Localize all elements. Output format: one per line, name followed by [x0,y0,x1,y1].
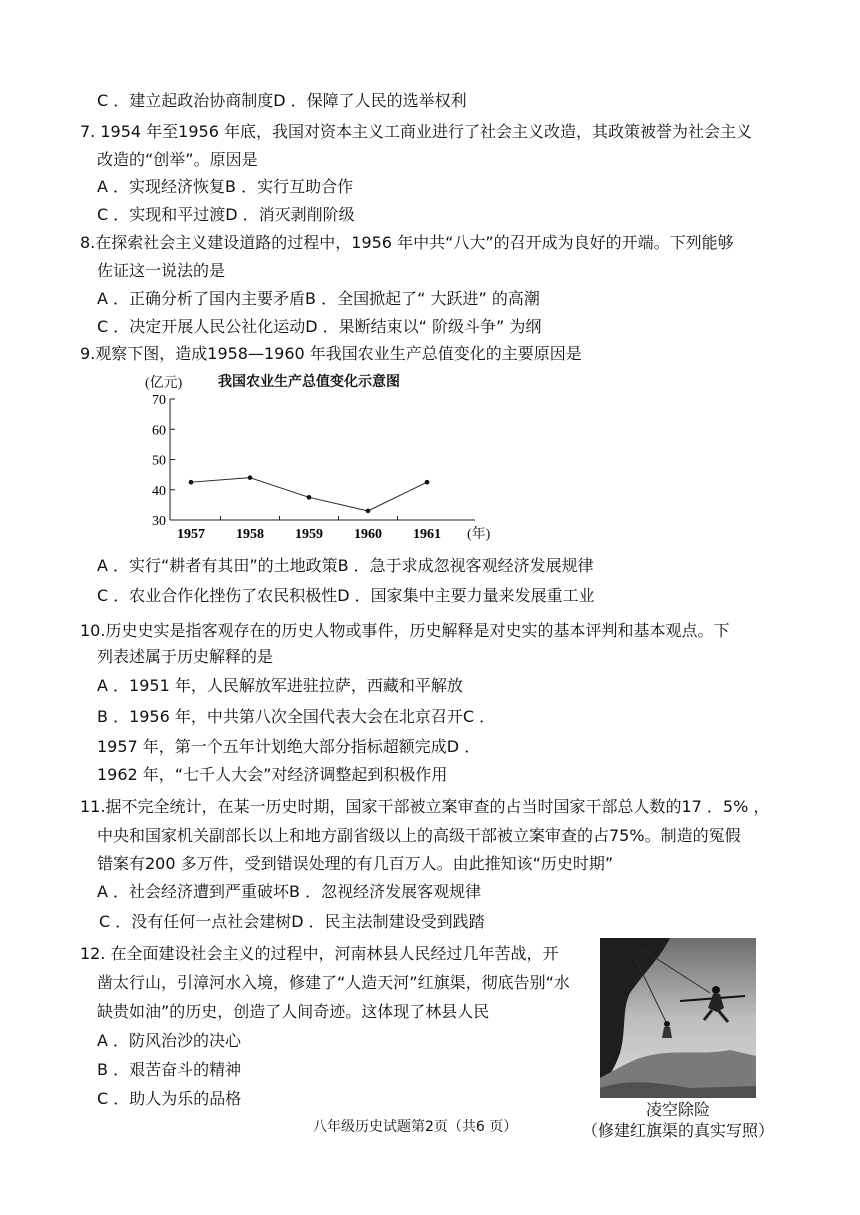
question-10-stem: 10.历史史实是指客观存在的历史人物或事件，历史解释是对史实的基本评判和基本观点。下 [80,621,730,640]
question-10-stem-cont: 列表述属于历史解释的是 [97,647,274,666]
question-12-stem-cont2: 缺贵如油”的历史，创造了人间奇迹。这体现了林县人民 [97,1002,490,1021]
question-8-options-ab: A ．正确分析了国内主要矛盾B ．全国掀起了“ 大跃进” 的高潮 [97,289,540,308]
chart-xtick-label: 1959 [295,527,323,542]
chart-xlabel: (年) [467,527,491,542]
option-line-q6-cd: C ．建立起政治协商制度D ．保障了人民的选举权利 [97,91,467,110]
question-11-stem: 11.据不完全统计，在某一历史时期，国家干部被立案审查的占当时国家干部总人数的17 ．5% ， [80,797,770,816]
chart-ytick-label: 40 [152,483,166,499]
question-12-option-b: B ．艰苦奋斗的精神 [97,1060,242,1079]
question-10-option-b: B ．1956 年，中共第八次全国代表大会在北京召开C ． [97,707,496,726]
chart-ylabel: (亿元) [145,376,183,391]
question-10-option-c: 1957 年，第一个五年计划绝大部分指标超额完成D ． [97,737,481,756]
chart-data-point [307,495,312,500]
chart-series-line [191,478,427,511]
question-12-option-a: A ．防风治沙的决心 [97,1031,242,1050]
chart-data-point [366,509,371,514]
question-7-stem-cont: 改造的“创举”。原因是 [97,150,258,169]
question-9-options-cd: C ．农业合作化挫伤了农民积极性D ．国家集中主要力量来发展重工业 [97,586,595,605]
question-11-options-cd: C ．没有任何一点社会建树D ．民主法制建设受到践踏 [99,912,485,931]
question-7-options-ab: A ．实现经济恢复B ．实行互助合作 [97,177,354,196]
chart-xtick-label: 1957 [177,527,205,542]
chart-xtick-label: 1960 [354,527,382,542]
photo-caption-title: 凌空除险 [645,1100,710,1119]
question-11-options-ab: A ．社会经济遭到严重破坏B ．忽视经济发展客观规律 [97,882,482,901]
question-11-stem-cont1: 中央和国家机关副部长以上和地方副省级以上的高级干部被立案审查的占75%。制造的冤假 [97,826,741,845]
chart-ytick-label: 70 [152,393,166,408]
question-12-stem-cont1: 凿太行山，引漳河水入境，修建了“人造天河”红旗渠，彻底告别“水 [97,973,570,992]
question-9-options-ab: A ．实行“耕者有其田”的土地政策B ．急于求成忽视客观经济发展规律 [97,556,594,575]
chart-ytick-label: 60 [152,423,166,439]
chart-xtick-label: 1958 [236,527,264,542]
chart-data-point [248,475,253,480]
page-footer: 八年级历史试题第2页（共6 页） [313,1119,518,1135]
question-11-stem-cont2: 错案有200 多万件，受到错误处理的有几百万人。由此推知该“历史时期” [97,854,614,873]
question-8-options-cd: C ．决定开展人民公社化运动D ．果断结束以“ 阶级斗争” 为纲 [97,317,542,336]
agri-output-chart [125,365,505,555]
chart-ytick-label: 30 [152,514,166,529]
question-8-stem: 8.在探索社会主义建设道路的过程中，1956 年中共“八大”的召开成为良好的开端。下列能够 [80,233,734,252]
chart-xtick-label: 1961 [413,527,441,542]
question-7-options-cd: C ．实现和平过渡D ．消灭剥削阶级 [97,205,355,224]
chart-ytick-label: 50 [152,453,166,469]
question-7-stem: 7. 1954 年至1956 年底，我国对资本主义工商业进行了社会主义改造，其政策被誉为社会主义 [80,122,752,141]
question-10-option-d: 1962 年，“七千人大会”对经济调整起到积极作用 [97,765,448,784]
chart-data-point [189,480,194,485]
question-8-stem-cont: 佐证这一说法的是 [97,261,226,280]
chart-title: 我国农业生产总值变化示意图 [218,375,400,390]
photo-caption-subtitle: （修建红旗渠的真实写照） [581,1121,774,1140]
question-10-option-a: A ．1951 年，人民解放军进驻拉萨，西藏和平解放 [97,676,463,695]
question-12-option-c: C ．助人为乐的品格 [97,1089,242,1108]
chart-data-point [425,480,430,485]
red-flag-canal-photo [600,938,756,1098]
question-9-stem: 9.观察下图，造成1958—1960 年我国农业生产总值变化的主要原因是 [80,344,582,363]
question-12-stem: 12. 在全面建设社会主义的过程中，河南林县人民经过几年苦战，开 [80,944,559,963]
